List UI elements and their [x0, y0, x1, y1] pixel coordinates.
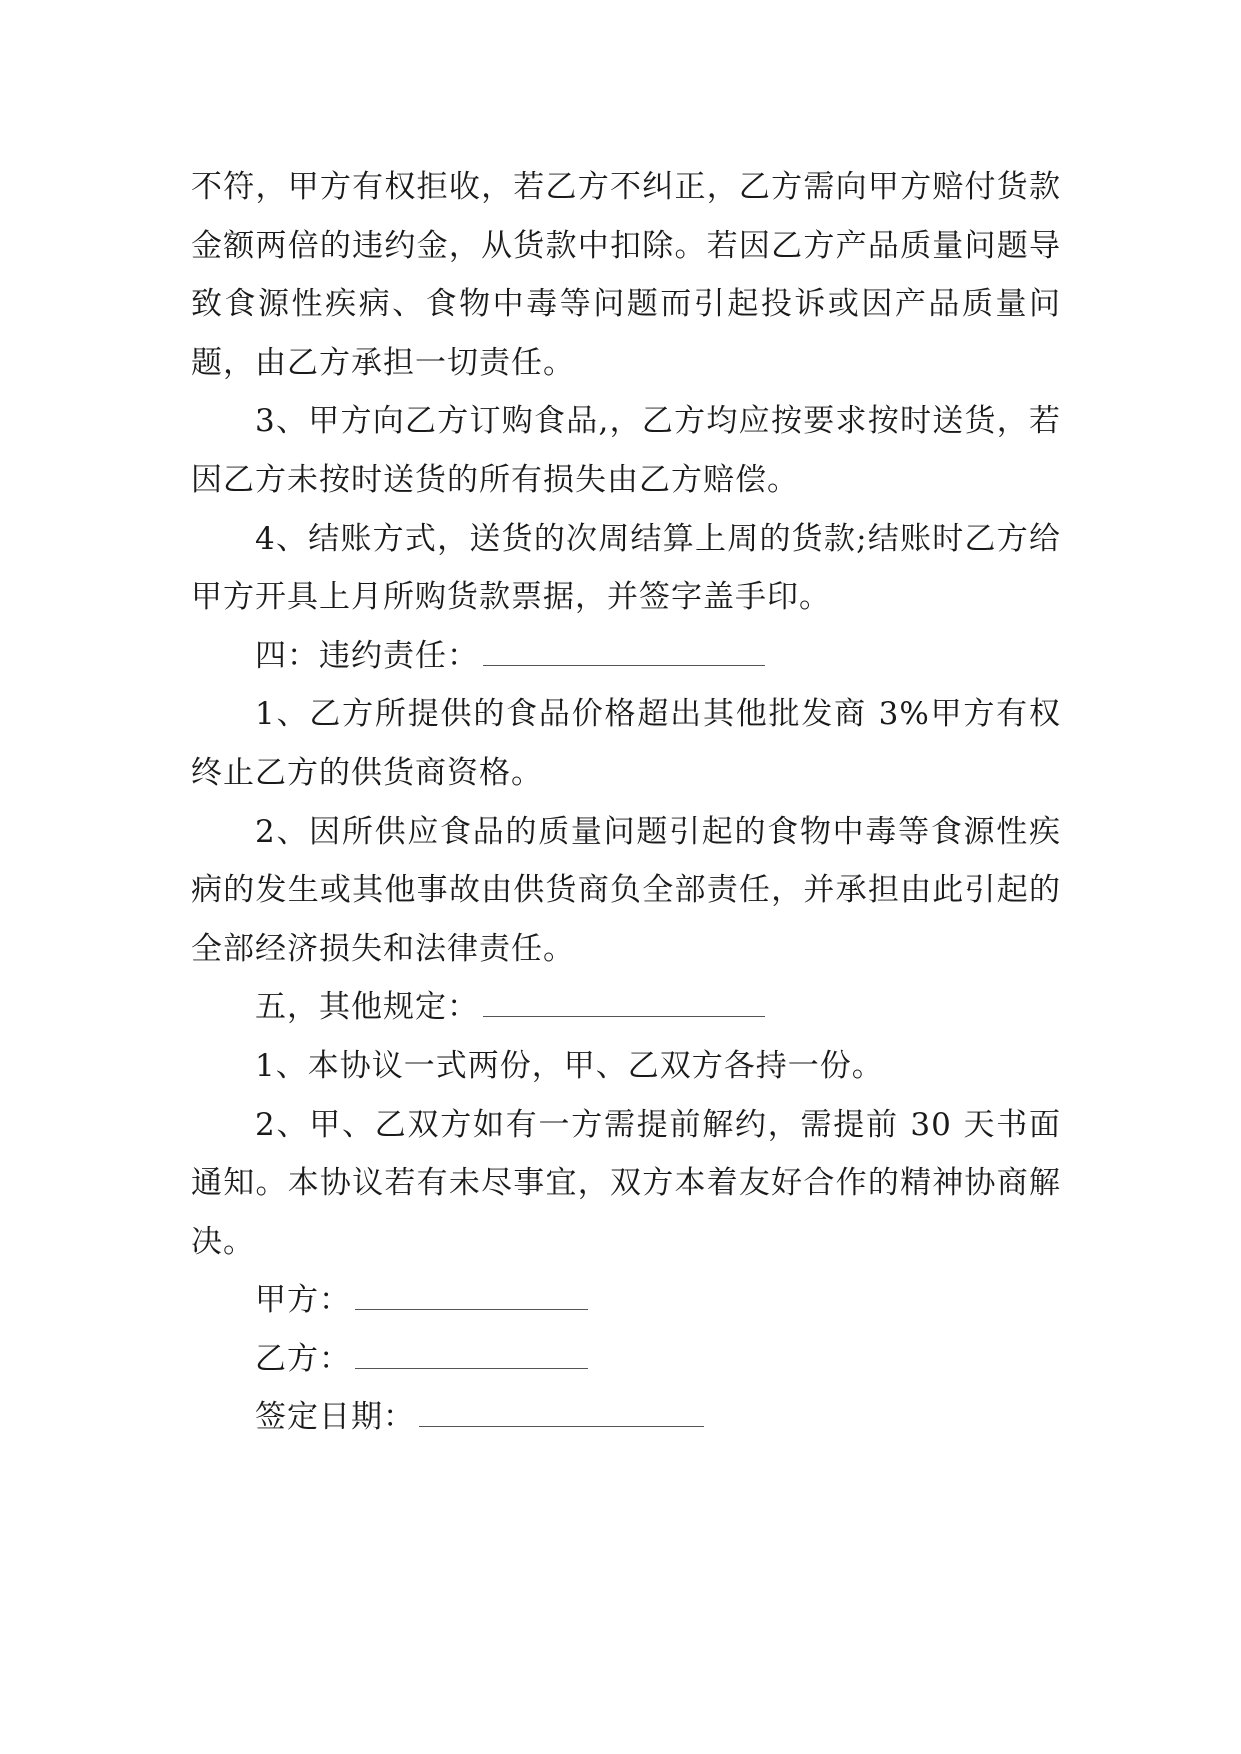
- party-b-label: 乙方：: [255, 1340, 351, 1377]
- party-a-label: 甲方：: [255, 1282, 351, 1319]
- document-page: [191, 158, 1061, 1447]
- paragraph-payment-terms: 4、结账方式，送货的次周结算上周的货款;结账时乙方给甲方开具上月所购货款票据，并签字盖手印。: [191, 520, 1061, 616]
- signature-party-a: [191, 1271, 1061, 1330]
- paragraph-food-safety-clause: 2、因所供应食品的质量问题引起的食物中毒等食源性疾病的发生或其他事故由供货商负全部责任，并承担由此引起的全部经济损失和法律责任。: [191, 813, 1061, 967]
- paragraph-price-clause: 1、乙方所提供的食品价格超出其他批发商 3%甲方有权终止乙方的供货商资格。: [191, 696, 1061, 791]
- signature-date: [191, 1388, 1061, 1447]
- paragraph-termination-clause: 2、甲、乙双方如有一方需提前解约，需提前 30 天书面通知。本协议若有未尽事宜，双方本着友好合作的精神协商解决。: [191, 1106, 1061, 1260]
- section-heading-breach: [191, 627, 1061, 686]
- paragraph-delivery-terms: 3、甲方向乙方订购食品,，乙方均应按要求按时送货，若因乙方未按时送货的所有损失由乙方赔偿。: [191, 403, 1061, 498]
- party-a-blank-line: [355, 1283, 588, 1310]
- signature-party-b: [191, 1330, 1061, 1389]
- section-heading-other-label: 五，其他规定：: [255, 989, 479, 1026]
- section-heading-other: [191, 978, 1061, 1037]
- party-b-blank-line: [355, 1342, 588, 1369]
- paragraph-quality-liability: 不符，甲方有权拒收，若乙方不纠正，乙方需向甲方赔付货款金额两倍的违约金，从货款中扣除。若因乙方产品质量问题导致食源性疾病、食物中毒等问题而引起投诉或因产品质量问题，由乙方承担一切责任。: [191, 169, 1061, 381]
- breach-blank-line: [483, 639, 765, 666]
- paragraph-copies-clause: 1、本协议一式两份，甲、乙双方各持一份。: [255, 1047, 884, 1084]
- sign-date-blank-line: [419, 1400, 704, 1427]
- sign-date-label: 签定日期：: [255, 1399, 415, 1436]
- section-heading-breach-label: 四：违约责任：: [255, 637, 479, 674]
- other-blank-line: [483, 990, 765, 1017]
